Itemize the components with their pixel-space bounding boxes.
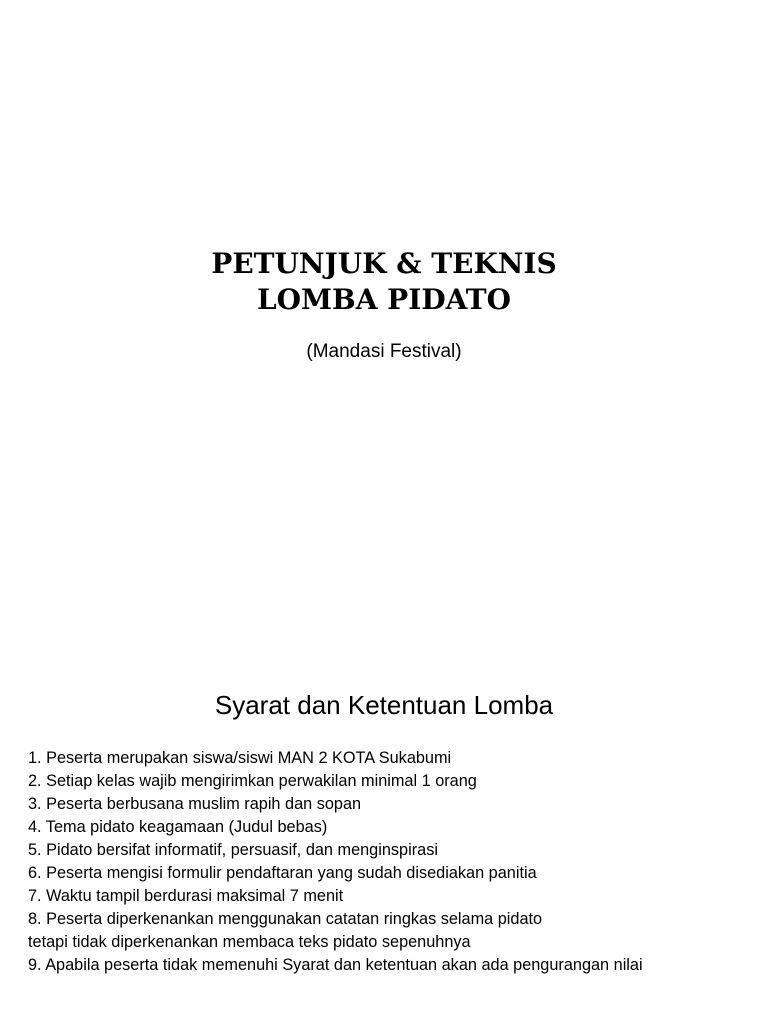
title-line-1: PETUNJUK & TEKNIS — [211, 247, 557, 280]
section-heading: Syarat dan Ketentuan Lomba — [214, 690, 554, 720]
rule-line: 9. Apabila peserta tidak memenuhi Syarat dan ketentuan akan ada pengurangan nilai — [28, 956, 643, 974]
rule-line: 7. Waktu tampil berdurasi maksimal 7 menit — [28, 887, 344, 905]
rules-list — [28, 747, 748, 977]
document-title — [0, 246, 768, 318]
rule-line: tetapi tidak diperkenankan membaca teks pidato sepenuhnya — [28, 933, 471, 951]
rule-line: 3. Peserta berbusana muslim rapih dan sopan — [28, 795, 362, 813]
rule-line: 4. Tema pidato keagamaan (Judul bebas) — [28, 818, 328, 836]
rule-line: 1. Peserta merupakan siswa/siswi MAN 2 KOTA Sukabumi — [28, 749, 452, 767]
title-line-2: LOMBA PIDATO — [256, 283, 512, 316]
rule-line: 2. Setiap kelas wajib mengirimkan perwakilan minimal 1 orang — [28, 772, 477, 790]
rule-line: 5. Pidato bersifat informatif, persuasif, dan menginspirasi — [28, 841, 438, 859]
rule-line: 6. Peserta mengisi formulir pendaftaran yang sudah disediakan panitia — [28, 864, 537, 882]
rule-line: 8. Peserta diperkenankan menggunakan catatan ringkas selama pidato — [28, 910, 543, 928]
subtitle: (Mandasi Festival) — [306, 341, 462, 362]
